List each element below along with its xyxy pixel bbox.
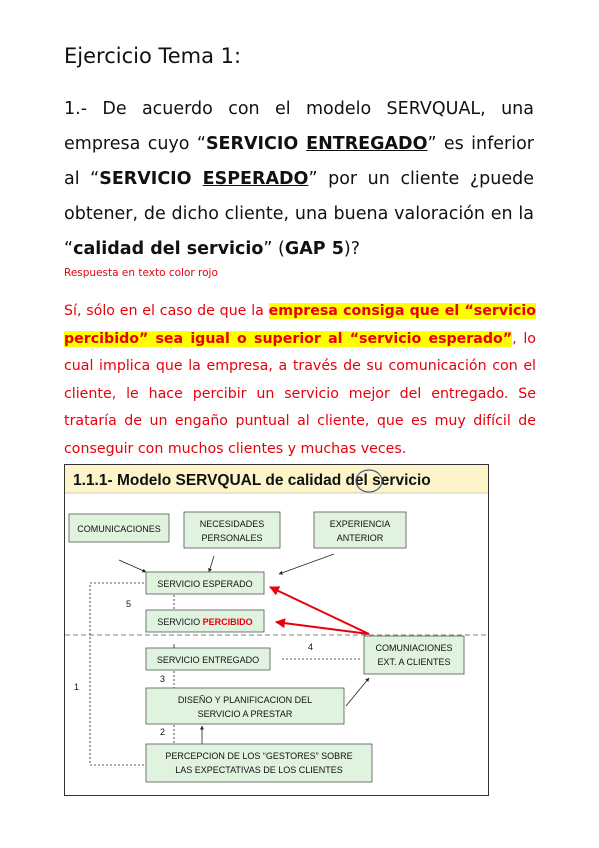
- question-text: )?: [343, 239, 361, 259]
- question-text: ” es inferior al “: [64, 134, 534, 189]
- question-paragraph: [64, 92, 534, 267]
- box-diseno-label-2: SERVICIO A PRESTAR: [197, 709, 293, 719]
- figure-header: 1.1.1- Modelo SERVQUAL de calidad del servicio: [73, 472, 431, 489]
- box-comunicaciones-externas-label-1: COMUNIACIONES: [375, 643, 453, 653]
- gap-label-3: 3: [160, 674, 166, 684]
- answer-text: , lo cual implica que la empresa, a través de su comunicación con el cliente, le hace percibir un servicio mejor del entregado. Se trataría de un engaño puntual al cliente, que es muy difícil de conseguir con muchos clientes y muchas veces.: [64, 330, 536, 457]
- box-necesidades-label-1: NECESIDADES: [199, 519, 265, 529]
- box-comunicaciones-externas: [364, 636, 464, 674]
- box-servicio-esperado-label: SERVICIO ESPERADO: [157, 579, 253, 589]
- question-bold-underline: ESPERADO: [202, 169, 309, 189]
- question-bold: SERVICIO: [99, 169, 203, 189]
- gap-label-4: 4: [308, 642, 314, 652]
- box-comunicaciones-externas-label-2: EXT. A CLIENTES: [377, 657, 451, 667]
- box-comunicaciones-label: COMUNICACIONES: [77, 524, 161, 534]
- box-experiencia-label-1: EXPERIENCIA: [329, 519, 391, 529]
- box-percepcion-label-2: LAS EXPECTATIVAS DE LOS CLIENTES: [175, 765, 343, 775]
- answer-text: Sí, sólo en el caso de que la: [64, 303, 269, 319]
- gap-label-2: 2: [160, 727, 166, 737]
- question-text: De acuerdo con el modelo SERVQUAL, una empresa cuyo “: [64, 99, 534, 154]
- servqual-figure: [64, 464, 489, 796]
- question-bold: GAP 5: [284, 239, 344, 259]
- box-percepcion: [146, 744, 372, 782]
- question-bold-underline: ENTREGADO: [306, 134, 428, 154]
- box-percepcion-label-1: PERCEPCION DE LOS “GESTORES” SOBRE: [165, 751, 353, 761]
- page-title: Ejercicio Tema 1:: [64, 44, 242, 68]
- box-servicio-entregado-label: SERVICIO ENTREGADO: [156, 655, 260, 665]
- question-bold: SERVICIO: [205, 134, 307, 154]
- box-necesidades-label-2: PERSONALES: [201, 533, 263, 543]
- answer-paragraph: [64, 298, 536, 463]
- question-text: ” por un cliente ¿puede obtener, de dicho cliente, una buena valoración en la “: [64, 169, 534, 259]
- answer-highlight: empresa consiga que el “servicio percibido” sea igual o superior al “servicio esperado”: [64, 303, 536, 347]
- servqual-diagram: [64, 464, 489, 796]
- box-experiencia-label-2: ANTERIOR: [336, 533, 384, 543]
- question-bold: calidad del servicio: [73, 239, 264, 259]
- response-label: Respuesta en texto color rojo: [64, 267, 218, 279]
- question-number: 1.-: [64, 99, 88, 119]
- question-text: ” (: [263, 239, 285, 259]
- gap-label-5: 5: [126, 599, 132, 609]
- box-diseno-label-1: DISEÑO Y PLANIFICACION DEL: [177, 695, 313, 705]
- gap-label-1: 1: [74, 682, 80, 692]
- box-servicio-percibido-label: SERVICIO PERCIBIDO: [157, 617, 253, 627]
